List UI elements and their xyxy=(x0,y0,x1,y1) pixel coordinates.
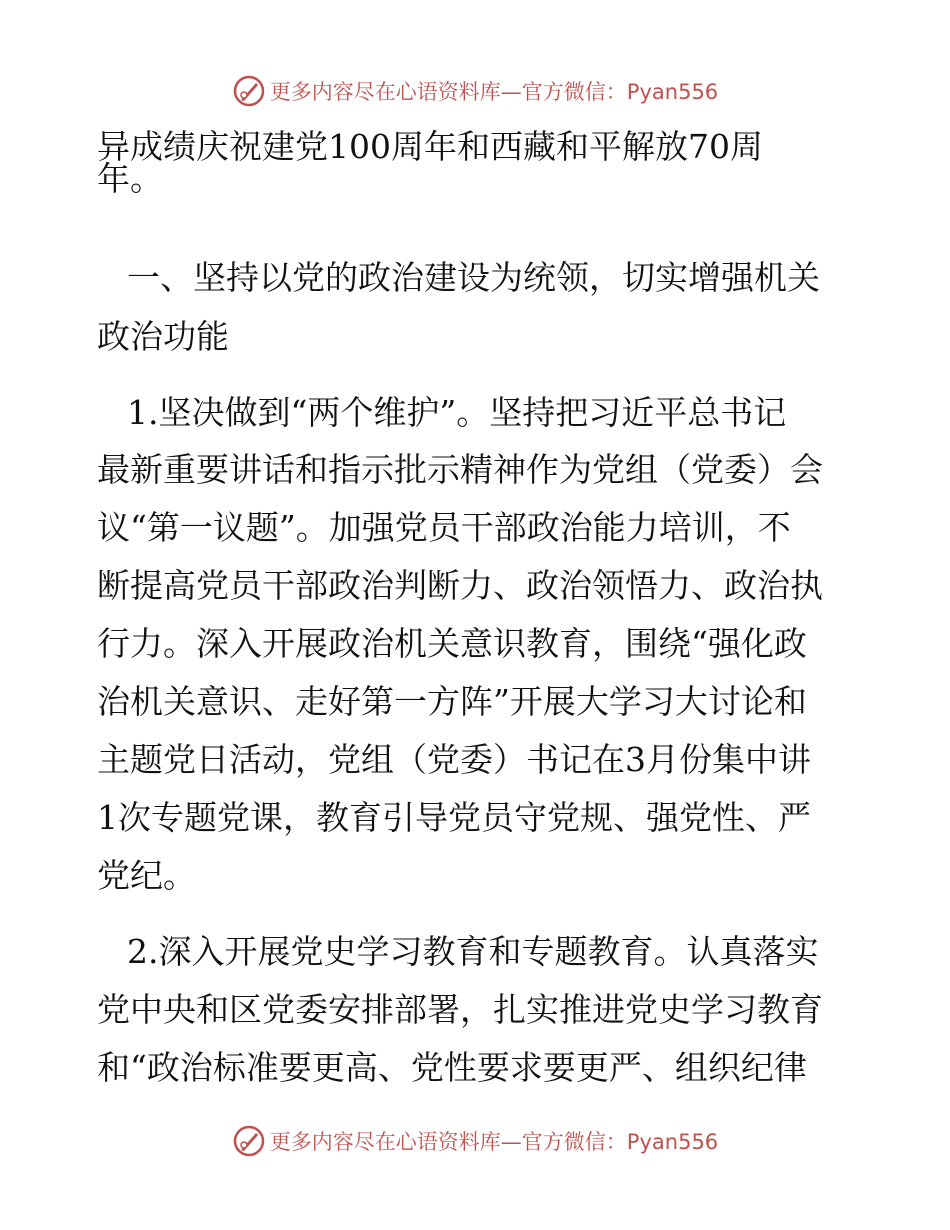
paragraph-line: 1次专题党课，教育引导党员守党规、强党性、严 xyxy=(97,798,811,837)
paragraph-line: 党中央和区党委安排部署，扎实推进党史学习教育 xyxy=(97,990,823,1029)
quill-logo-icon xyxy=(232,74,266,108)
footer-watermark xyxy=(0,1121,950,1161)
paragraph-line: 党纪。 xyxy=(97,856,196,895)
section-heading-line: 一、坚持以党的政治建设为统领，切实增强机关 xyxy=(127,258,820,297)
paragraph-line: 治机关意识、走好第一方阵”开展大学习大讨论和 xyxy=(97,682,807,721)
paragraph-line: 和“政治标准要更高、党性要求要更严、组织纪律 xyxy=(97,1048,807,1087)
header-watermark xyxy=(0,71,950,111)
quill-logo-icon xyxy=(232,1124,266,1158)
watermark-text: 更多内容尽在心语资料库—官方微信：Pyan556 xyxy=(269,80,719,104)
watermark-text: 更多内容尽在心语资料库—官方微信：Pyan556 xyxy=(269,1130,719,1154)
paragraph-line: 1.坚决做到“两个维护”。坚持把习近平总书记 xyxy=(127,393,787,432)
paragraph-line: 2.深入开展党史学习教育和专题教育。认真落实 xyxy=(127,932,819,971)
paragraph-line: 断提高党员干部政治判断力、政治领悟力、政治执 xyxy=(97,566,823,605)
paragraph-line: 最新重要讲话和指示批示精神作为党组（党委）会 xyxy=(97,450,823,489)
text-line: 异成绩庆祝建党100周年和西藏和平解放70周 xyxy=(97,127,763,166)
section-heading-line: 政治功能 xyxy=(97,317,229,356)
paragraph-line: 主题党日活动，党组（党委）书记在3月份集中讲 xyxy=(97,740,811,779)
paragraph-line: 行力。深入开展政治机关意识教育，围绕“强化政 xyxy=(97,624,807,663)
text-line: 年。 xyxy=(97,159,163,198)
paragraph-line: 议“第一议题”。加强党员干部政治能力培训，不 xyxy=(97,508,791,547)
